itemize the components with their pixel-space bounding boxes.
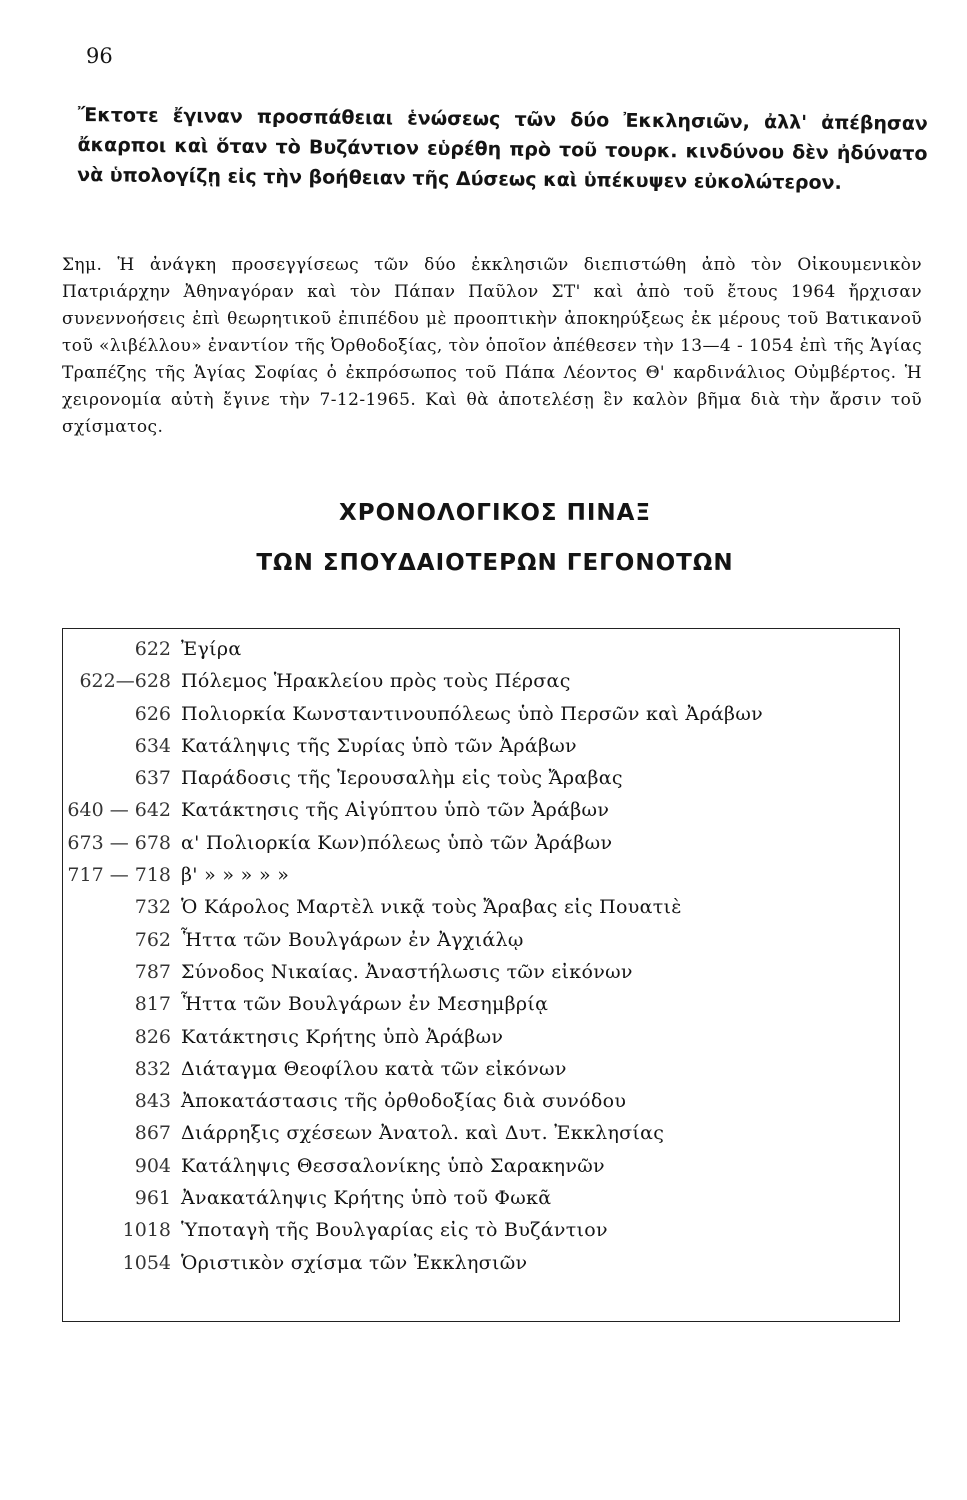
chronology-table bbox=[62, 628, 900, 1322]
chronology-event: Ἧττα τῶν Βουλγάρων ἐν Ἀγχιάλῳ bbox=[181, 928, 524, 951]
table-heading-line1: ΧΡΟΝΟΛΟΓΙΚΟΣ ΠΙΝΑΞ bbox=[339, 500, 651, 526]
chronology-event: Διάταγμα Θεοφίλου κατὰ τῶν εἰκόνων bbox=[181, 1057, 567, 1080]
chronology-row bbox=[63, 794, 899, 826]
chronology-event: Ἀποκατάστασις τῆς ὀρθοδοξίας διὰ συνόδου bbox=[181, 1090, 627, 1113]
chronology-event: Ὁριστικὸν σχίσμα τῶν Ἐκκλησιῶν bbox=[181, 1251, 528, 1274]
chronology-event: β' » » » » » bbox=[181, 864, 290, 887]
chronology-row bbox=[63, 730, 899, 762]
chronology-event: Κατάληψις Θεσσαλονίκης ὑπὸ Σαρακηνῶν bbox=[181, 1154, 605, 1177]
footnote: Σημ. Ἡ ἀνάγκη προσεγγίσεως τῶν δύο ἐκκλησιῶν διεπιστώθη ἀπὸ τὸν Οἰκουμενικὸν Πατριάρχην Ἀθηναγόραν καὶ τὸν Πάπαν Παῦλον ΣΤ' καὶ ἀπὸ τοῦ ἔτους 1964 ἤρχισαν συνεννοήσεις ἐπὶ θεωρητικοῦ ἐπιπέδου μὲ προοπτικὴν ἀποκηρύξεως ἐκ μέρους τοῦ Βατικανοῦ τοῦ «λιβέλλου» ἐναντίον τῆς Ὀρθοδοξίας, τὸν ὁποῖον ἀπέθεσεν τὴν 13—4 - 1054 ἐπὶ τῆς Ἁγίας Τραπέζης τῆς Ἁγίας Σοφίας ὁ ἐκπρόσωπος τοῦ Πάπα Λέοντος Θ' καρδινάλιος Οὐμβέρτος. Ἡ χειρονομία αὐτὴ ἔγινε τὴν 7-12-1965. Καὶ θὰ ἀποτελέσῃ ἓν καλὸν βῆμα διὰ τὴν ἄρσιν τοῦ σχίσματος. bbox=[62, 255, 922, 437]
chronology-event: Ὑποταγὴ τῆς Βουλγαρίας εἰς τὸ Βυζάντιον bbox=[181, 1219, 608, 1242]
chronology-list bbox=[63, 633, 899, 1279]
page-number: 96 bbox=[86, 44, 113, 68]
chronology-date: 732 bbox=[134, 896, 171, 919]
chronology-date: 787 bbox=[134, 960, 171, 983]
chronology-row bbox=[63, 859, 899, 891]
chronology-date: 634 bbox=[134, 734, 171, 757]
chronology-event: Κατάκτησις Κρήτης ὑπὸ Ἀράβων bbox=[181, 1025, 504, 1048]
chronology-date: 1054 bbox=[122, 1251, 171, 1274]
chronology-row bbox=[63, 1214, 899, 1246]
chronology-row bbox=[63, 762, 899, 794]
chronology-row bbox=[63, 988, 899, 1020]
chronology-row bbox=[63, 827, 899, 859]
chronology-row bbox=[63, 1085, 899, 1117]
chronology-event: Διάρρηξις σχέσεων Ἀνατολ. καὶ Δυτ. Ἐκκλησίας bbox=[181, 1122, 665, 1145]
chronology-row bbox=[63, 1247, 899, 1279]
chronology-date: 717 — 718 bbox=[67, 864, 171, 887]
chronology-date: 626 bbox=[134, 702, 171, 725]
chronology-row bbox=[63, 1053, 899, 1085]
chronology-date: 762 bbox=[134, 928, 171, 951]
chronology-date: 673 — 678 bbox=[67, 831, 171, 854]
chronology-event: α' Πολιορκία Κων)πόλεως ὑπὸ τῶν Ἀράβων bbox=[181, 831, 613, 854]
chronology-row bbox=[63, 665, 899, 697]
chronology-date: 1018 bbox=[122, 1219, 171, 1242]
chronology-event: Παράδοσις τῆς Ἱερουσαλὴμ εἰς τοὺς Ἄραβας bbox=[181, 767, 623, 790]
chronology-row bbox=[63, 633, 899, 665]
chronology-date: 637 bbox=[134, 767, 171, 790]
chronology-date: 832 bbox=[134, 1057, 171, 1080]
chronology-event: Σύνοδος Νικαίας. Ἀναστήλωσις τῶν εἰκόνων bbox=[181, 960, 633, 983]
chronology-row bbox=[63, 1150, 899, 1182]
chronology-row bbox=[63, 891, 899, 923]
chronology-event: Ἀνακατάληψις Κρήτης ὑπὸ τοῦ Φωκᾶ bbox=[181, 1187, 552, 1210]
chronology-event: Κατάκτησις τῆς Αἰγύπτου ὑπὸ τῶν Ἀράβων bbox=[181, 799, 610, 822]
body-paragraph: Ἔκτοτε ἔγιναν προσπάθειαι ἑνώσεως τῶν δύο Ἐκκλησιῶν, ἀλλ' ἀπέβησαν ἄκαρποι καὶ ὅταν τὸ Βυζάντιον εὑρέθη πρὸ τοῦ τουρκ. κινδύνου δὲν ἠδύνατο νὰ ὑπολογίζῃ εἰς τὴν βοήθειαν τῆς Δύσεως καὶ ὑπέκυψεν εὐκολώτερον. bbox=[77, 103, 928, 195]
table-heading-line2: ΤΩΝ ΣΠΟΥΔΑΙΟΤΕΡΩΝ ΓΕΓΟΝΟΤΩΝ bbox=[256, 550, 734, 576]
chronology-date: 826 bbox=[134, 1025, 171, 1048]
chronology-date: 961 bbox=[134, 1187, 171, 1210]
chronology-event: Πολιορκία Κωνσταντινουπόλεως ὑπὸ Περσῶν καὶ Ἀράβων bbox=[181, 702, 763, 725]
chronology-event: Ὁ Κάρολος Μαρτὲλ νικᾷ τοὺς Ἄραβας εἰς Πουατιὲ bbox=[181, 896, 682, 919]
chronology-row bbox=[63, 1182, 899, 1214]
chronology-row bbox=[63, 1021, 899, 1053]
chronology-row bbox=[63, 956, 899, 988]
chronology-date: 640 — 642 bbox=[67, 799, 171, 822]
chronology-date: 867 bbox=[134, 1122, 171, 1145]
chronology-row bbox=[63, 698, 899, 730]
chronology-date: 817 bbox=[134, 993, 171, 1016]
chronology-date: 622—628 bbox=[79, 670, 171, 693]
chronology-event: Πόλεμος Ἡρακλείου πρὸς τοὺς Πέρσας bbox=[181, 670, 571, 693]
chronology-date: 904 bbox=[134, 1154, 171, 1177]
chronology-row bbox=[63, 1117, 899, 1149]
chronology-event: Ἧττα τῶν Βουλγάρων ἐν Μεσημβρίᾳ bbox=[181, 993, 549, 1016]
chronology-event: Ἐγίρα bbox=[181, 638, 242, 660]
chronology-event: Κατάληψις τῆς Συρίας ὑπὸ τῶν Ἀράβων bbox=[181, 734, 577, 757]
chronology-date: 843 bbox=[134, 1090, 171, 1113]
chronology-row bbox=[63, 924, 899, 956]
chronology-date: 622 bbox=[134, 638, 171, 660]
